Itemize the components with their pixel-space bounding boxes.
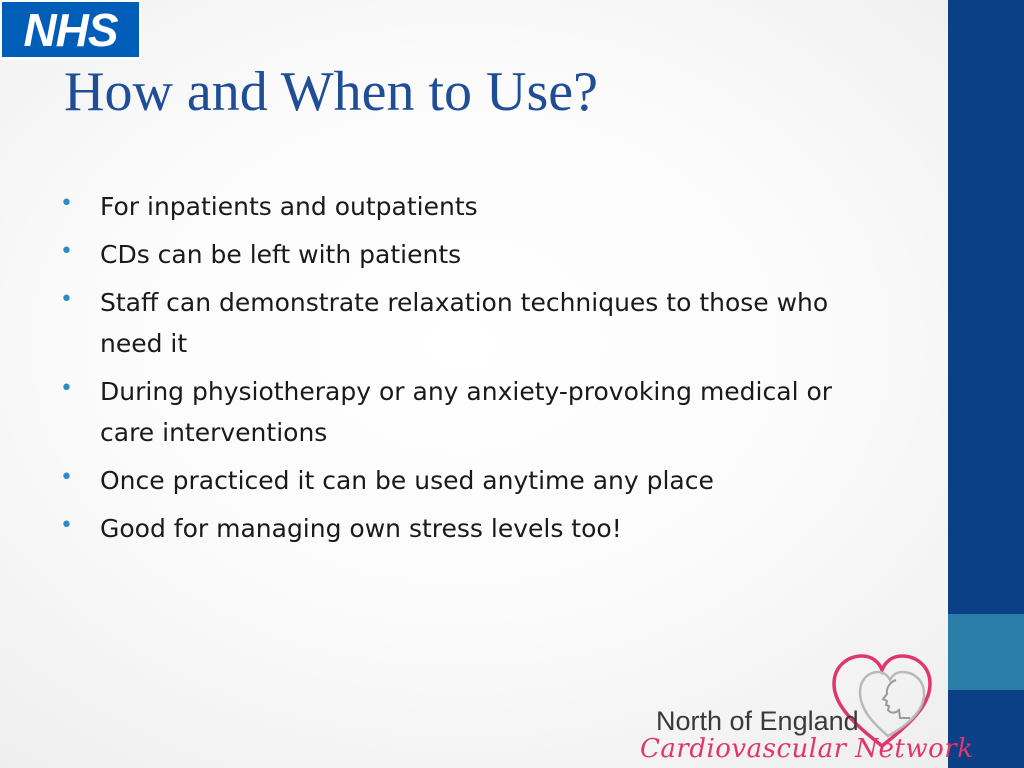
bullet-item — [56, 371, 886, 453]
nhs-logo-text: NHS — [23, 3, 118, 56]
bullet-dot-icon: • — [60, 287, 73, 312]
bullet-dot-icon: • — [60, 239, 73, 264]
bullet-text: CDs can be left with patients — [100, 240, 462, 269]
network-name-line2: Cardiovascular Network — [640, 734, 974, 764]
bullet-item — [56, 234, 886, 275]
bullet-item — [56, 186, 886, 227]
bullet-text: Once practiced it can be used anytime any place — [100, 466, 714, 495]
bullet-list — [56, 186, 886, 556]
nhs-logo-box — [2, 2, 139, 57]
side-band-accent — [948, 614, 1024, 690]
bullet-dot-icon: • — [60, 513, 73, 538]
bullet-text: Good for managing own stress levels too! — [100, 514, 622, 543]
bullet-dot-icon: • — [60, 191, 73, 216]
bullet-item — [56, 282, 886, 364]
bullet-item — [56, 460, 886, 501]
network-name-line1: North of England — [656, 706, 859, 736]
bullet-text: For inpatients and outpatients — [100, 192, 478, 221]
bullet-text: Staff can demonstrate relaxation techniques to those who need it — [100, 288, 829, 358]
slide-title: How and When to Use? — [64, 61, 598, 123]
nhs-logo — [0, 0, 141, 60]
bullet-dot-icon: • — [60, 465, 73, 490]
bullet-item — [56, 508, 886, 549]
bullet-text: During physiotherapy or any anxiety-provoking medical or care interventions — [100, 377, 833, 447]
bullet-dot-icon: • — [60, 376, 73, 401]
network-logo — [636, 650, 974, 768]
